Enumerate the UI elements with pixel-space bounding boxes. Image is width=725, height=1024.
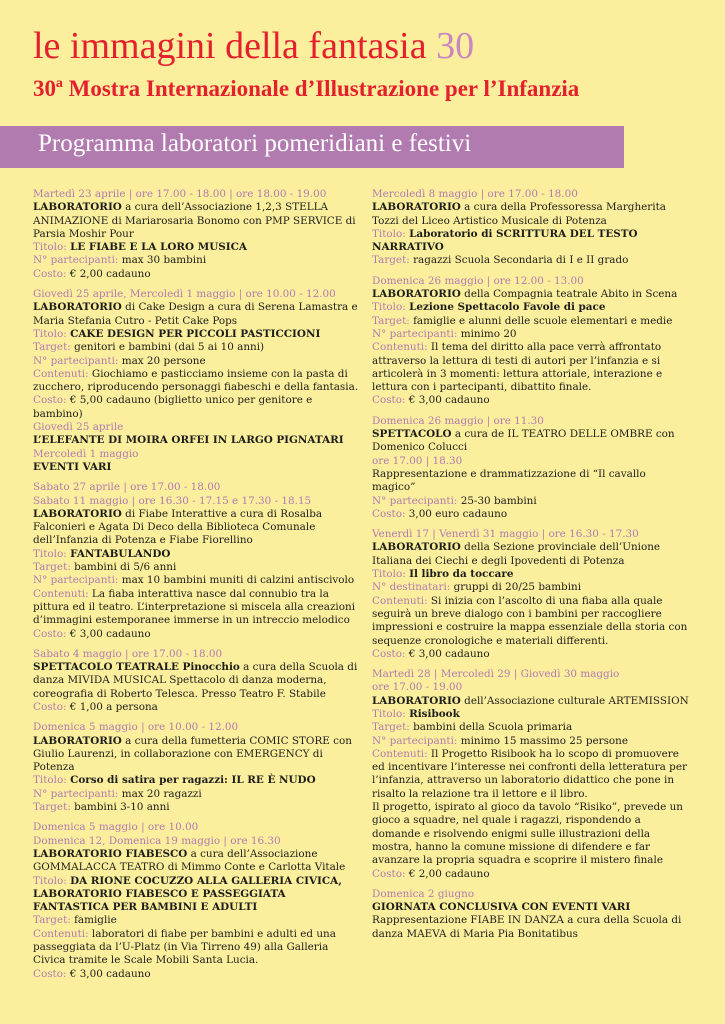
event-field-label: Titolo: — [33, 874, 71, 887]
event-text: a cura della Professoressa Margherita Tozzi del Liceo Artistico Musicale di Potenza — [372, 201, 666, 227]
event-text: dell’Associazione culturale ARTEMISSION — [460, 694, 689, 707]
event-line — [372, 901, 692, 914]
event-field-label: ore 17.00 | 18.30 — [372, 454, 463, 467]
event-date: Domenica 26 maggio | ore 11.30 — [372, 414, 544, 427]
event-highlight: FANTABULANDO — [70, 547, 171, 560]
event-date: Sabato 11 maggio | ore 16.30 - 17.15 e 17.30 - 18.15 — [33, 494, 312, 507]
event-date: Domenica 12, Domenica 19 maggio | ore 16.30 — [33, 834, 281, 847]
event-text: 3,00 euro cadauno — [408, 507, 508, 520]
event-text: famiglie e alunni delle scuole elementari e medie — [413, 314, 673, 327]
event-text: La fiaba interattiva nasce dal connubio tra la pittura ed il teatro. L’interpretazione si miscela alla creazioni d’immagini estemporanee immerse in un intreccio melodico — [33, 587, 356, 627]
event-line — [33, 788, 361, 801]
event-block — [372, 888, 692, 941]
event-line — [33, 421, 361, 434]
event-line — [33, 301, 361, 328]
event-highlight: LABORATORIO — [372, 201, 461, 214]
event-line — [372, 254, 692, 267]
event-line — [33, 254, 361, 267]
event-date: Domenica 26 maggio | ore 12.00 - 13.00 — [372, 274, 584, 287]
event-highlight: LABORATORIO — [33, 301, 122, 314]
event-field-label: Contenuti: — [33, 367, 92, 380]
event-highlight: L’ELEFANTE DI MOIRA ORFEI IN LARGO PIGNATARI — [33, 434, 344, 447]
event-field-label: N° partecipanti: — [33, 354, 122, 367]
event-text: Il progetto, ispirato al gioco da tavolo “Risiko”, prevede un gioco a squadre, nel quale i ragazzi, rispondendo a domande e risolvendo enigmi sulle illustrazioni della mostra, hanno la comune missione di difendere e far avanzare la propria squadra e scoprire il mistero finale — [372, 801, 683, 867]
event-date: Mercoledì 8 maggio | ore 17.00 - 18.00 — [372, 188, 578, 200]
event-line — [33, 508, 361, 548]
event-text: € 3,00 cadauno — [408, 394, 490, 407]
event-field-label: Contenuti: — [33, 587, 92, 600]
event-line — [33, 661, 361, 701]
event-field-label: Titolo: — [372, 568, 410, 581]
event-highlight: LABORATORIO — [372, 694, 461, 707]
event-highlight: LABORATORIO — [33, 734, 122, 747]
event-date: Domenica 5 maggio | ore 10.00 - 12.00 — [33, 721, 239, 734]
event-field-label: Contenuti: — [372, 594, 431, 607]
event-line — [372, 581, 692, 594]
event-block — [33, 288, 361, 474]
event-field-label: N° partecipanti: — [372, 494, 461, 507]
event-block — [372, 275, 692, 408]
event-field-label: Titolo: — [33, 327, 71, 340]
event-text: € 1,00 a persona — [69, 700, 158, 713]
event-field-label: Target: — [33, 561, 75, 574]
event-date: Giovedì 25 aprile, Mercoledì 1 maggio | ore 10.00 - 12.00 — [33, 288, 336, 301]
event-line — [33, 574, 361, 587]
event-text: Si inizia con l’ascolto di una fiaba alla quale seguirà un breve dialogo con i bambini per raccogliere impressioni e costruire la mappa essenziale della storia con sequenze cronologiche e materiali differenti. — [372, 594, 688, 647]
event-text: famiglie — [74, 914, 117, 927]
event-text: 25-30 bambini — [460, 494, 537, 507]
right-column — [372, 188, 692, 948]
event-text: a cura della Scuola di danza MIVIDA MUSICAL Spettacolo di danza moderna, coreografia di Roberto Telesca. Presso Teatro F. Stabile — [33, 661, 358, 700]
event-line — [33, 201, 361, 241]
event-line — [372, 201, 692, 228]
event-line — [33, 268, 361, 281]
event-line — [33, 241, 361, 254]
event-line — [372, 801, 692, 867]
event-text: a cura dell’Associazione GOMMALACCA TEATRO di Mimmo Conte e Carlotta Vitale — [33, 847, 346, 874]
event-field-label: N° partecipanti: — [33, 574, 122, 587]
event-highlight: LABORATORIO — [372, 288, 461, 301]
event-highlight: GIORNATA CONCLUSIVA CON EVENTI VARI — [372, 901, 631, 914]
event-line — [372, 748, 692, 801]
event-line — [372, 315, 692, 328]
event-text: a cura de IL TEATRO DELLE OMBRE con Domenico Colucci — [372, 428, 675, 454]
event-line — [33, 801, 361, 814]
event-field-label: Costo: — [372, 647, 409, 660]
event-line — [33, 461, 361, 474]
event-line — [372, 695, 692, 708]
event-line — [372, 708, 692, 721]
program-banner — [0, 126, 624, 168]
edition-number: 30 — [436, 25, 475, 67]
event-date: Martedì 23 aprile | ore 17.00 - 18.00 | ore 18.00 - 19.00 — [33, 188, 327, 200]
event-line — [33, 548, 361, 561]
event-line — [372, 568, 692, 581]
event-highlight: LABORATORIO — [33, 507, 122, 520]
event-field-label: Target: — [33, 914, 75, 927]
event-field-label: Giovedì 25 aprile — [33, 421, 124, 434]
event-line — [33, 968, 361, 981]
event-field-label: Costo: — [372, 507, 409, 520]
page-subtitle: 30ª Mostra Internazionale d’Illustrazione per l’Infanzia — [33, 76, 580, 101]
event-line — [33, 328, 361, 341]
event-text: € 2,00 cadauno — [69, 267, 151, 280]
event-field-label: Costo: — [33, 700, 70, 713]
event-text: di Cake Design a cura di Serena Lamastra e Maria Stefania Cutro - Petit Cake Pops — [33, 301, 358, 327]
event-line — [372, 428, 692, 455]
event-line — [372, 288, 692, 301]
event-line — [372, 455, 692, 468]
event-text: della Compagnia teatrale Abito in Scena — [460, 288, 678, 301]
event-field-label: N° partecipanti: — [33, 787, 122, 800]
event-highlight: LABORATORIO — [372, 541, 461, 554]
event-text: laboratori di fiabe per bambini e adulti ed una passeggiata da l’U-Platz (in Via Tirreno 49) alla Galleria Civica tramite le Scale Mobili Santa Lucia. — [33, 927, 336, 967]
banner-title: Programma laboratori pomeridiani e festivi — [38, 130, 472, 157]
event-block — [372, 668, 692, 881]
event-line — [372, 341, 692, 394]
event-block — [33, 481, 361, 641]
event-line — [33, 448, 361, 461]
event-text: bambini di 5/6 anni — [74, 561, 177, 574]
event-highlight: CAKE DESIGN PER PICCOLI PASTICCIONI — [70, 327, 321, 340]
event-date: Venerdì 17 | Venerdì 31 maggio | ore 16.30 - 17.30 — [372, 528, 639, 541]
event-block — [372, 528, 692, 661]
event-highlight: Laboratorio di SCRITTURA DEL TESTO NARRATIVO — [372, 227, 638, 254]
event-line — [33, 368, 361, 395]
event-text: max 20 ragazzi — [121, 787, 202, 800]
event-line — [372, 495, 692, 508]
event-text: Rappresentazione FIABE IN DANZA a cura della Scuola di danza MAEVA di Maria Pia Bonitatibus — [372, 914, 682, 940]
event-text: max 20 persone — [121, 354, 206, 367]
event-line — [372, 228, 692, 255]
event-line — [33, 341, 361, 354]
page-title: le immagini della fantasia 30 — [33, 25, 475, 67]
event-line — [372, 508, 692, 521]
event-highlight: Il libro da toccare — [409, 568, 514, 581]
event-field-label: Costo: — [372, 867, 409, 880]
event-block — [33, 821, 361, 981]
event-field-label: Costo: — [372, 394, 409, 407]
event-line — [372, 394, 692, 407]
event-text: bambini 3-10 anni — [74, 801, 170, 814]
event-text: genitori e bambini (dai 5 ai 10 anni) — [74, 341, 265, 354]
event-block — [33, 648, 361, 714]
event-block — [33, 188, 361, 281]
left-column — [33, 188, 361, 988]
event-text: di Fiabe Interattive a cura di Rosalba Falconieri e Agata Di Deco della Biblioteca Comunale dell’Infanzia di Potenza e Fiabe Fiorellino — [33, 507, 323, 547]
event-text: € 3,00 cadauno — [69, 967, 151, 980]
event-date: Martedì 28 | Mercoledì 29 | Giovedì 30 maggio — [372, 668, 620, 681]
event-field-label: Titolo: — [33, 241, 71, 254]
event-text: € 2,00 cadauno — [408, 867, 490, 880]
event-field-label: N° partecipanti: — [372, 327, 461, 340]
event-line — [33, 701, 361, 714]
event-block — [33, 721, 361, 814]
event-date: Sabato 4 maggio | ore 17.00 - 18.00 — [33, 647, 223, 660]
event-field-label: Mercoledì 1 maggio — [33, 447, 139, 460]
event-line — [33, 928, 361, 968]
event-field-label: Titolo: — [33, 774, 71, 787]
event-field-label: Target: — [33, 801, 75, 814]
event-line — [33, 914, 361, 927]
event-field-label: N° partecipanti: — [33, 254, 122, 267]
event-field-label: Titolo: — [372, 707, 410, 720]
event-text: Rappresentazione e drammatizzazione di “Il cavallo magico” — [372, 467, 646, 494]
event-text: max 10 bambini muniti di calzini antiscivolo — [121, 574, 355, 587]
event-line — [372, 541, 692, 568]
event-line — [372, 648, 692, 661]
event-line — [33, 735, 361, 775]
event-line — [372, 328, 692, 341]
event-field-label: Costo: — [33, 394, 70, 407]
event-field-label: Costo: — [33, 967, 70, 980]
event-line — [33, 875, 361, 915]
event-field-label: Target: — [372, 314, 414, 327]
event-highlight: LABORATORIO FIABESCO — [33, 847, 188, 860]
event-field-label: Costo: — [33, 267, 70, 280]
event-line — [33, 434, 361, 447]
event-line — [372, 595, 692, 648]
event-text: Il tema del diritto alla pace verrà affrontato attraverso la lettura di testi di autori per l’infanzia e si articolerà in 3 momenti: lettura attoriale, interazione e lettura con i partecipanti, dibattito finale. — [372, 341, 663, 394]
event-highlight: SPETTACOLO — [372, 428, 452, 441]
event-line — [372, 468, 692, 495]
event-text: a cura dell’Associazione 1,2,3 STELLA ANIMAZIONE di Mariarosaria Bonomo con PMP SERVICE di Parsia Moshir Pour — [33, 201, 356, 240]
event-line — [33, 394, 361, 421]
event-highlight: LABORATORIO — [33, 201, 122, 214]
event-line — [33, 628, 361, 641]
event-field-label: Target: — [33, 341, 75, 354]
event-highlight: EVENTI VARI — [33, 460, 112, 473]
event-text: minimo 20 — [460, 327, 517, 340]
event-text: Giochiamo e pasticciamo insieme con la pasta di zucchero, riproducendo personaggi fiabeschi e della fantasia. — [33, 367, 359, 394]
event-date: Sabato 27 aprile | ore 17.00 - 18.00 — [33, 481, 221, 494]
event-field-label: Titolo: — [372, 301, 410, 314]
event-line — [33, 588, 361, 628]
event-line — [372, 914, 692, 941]
event-field-label: Target: — [372, 254, 414, 267]
event-text: gruppi di 20/25 bambini — [453, 581, 582, 594]
event-date: Domenica 5 maggio | ore 10.00 — [33, 821, 199, 834]
event-text: € 3,00 cadauno — [69, 627, 151, 640]
event-field-label: N° destinatari: — [372, 581, 454, 594]
event-line — [33, 848, 361, 875]
event-highlight: Corso di satira per ragazzi: IL RE È NUDO — [70, 774, 316, 787]
event-highlight: DA RIONE COCUZZO ALLA GALLERIA CIVICA, LABORATORIO FIABESCO E PASSEGGIATA FANTASTICA PER BAMBINI E ADULTI — [33, 874, 342, 914]
event-text: minimo 15 massimo 25 persone — [460, 734, 629, 747]
event-line — [372, 735, 692, 748]
event-line — [372, 721, 692, 734]
event-line — [372, 868, 692, 881]
event-field-label: Contenuti: — [372, 747, 431, 760]
event-field-label: Titolo: — [372, 227, 410, 240]
event-line — [372, 301, 692, 314]
event-field-label: Target: — [372, 721, 414, 734]
event-text: Il Progetto Risibook ha lo scopo di promuovere ed incentivare l’interesse nei confronti della letteratura per l’infanzia, attraverso un laboratorio didattico che pone in risalto la relazione tra il lettore e il libro. — [372, 747, 687, 800]
event-text: € 5,00 cadauno (biglietto unico per genitore e bambino) — [33, 394, 313, 420]
event-line — [33, 355, 361, 368]
event-text: € 3,00 cadauno — [408, 647, 490, 660]
event-text: max 30 bambini — [121, 254, 207, 267]
event-highlight: Risibook — [409, 707, 460, 720]
event-field-label: Contenuti: — [33, 927, 92, 940]
event-date: ore 17.00 - 19.00 — [372, 681, 463, 694]
event-text: della Sezione provinciale dell’Unione Italiana dei Ciechi e degli Ipovedenti di Potenza — [372, 541, 661, 567]
event-highlight: Lezione Spettacolo Favole di pace — [409, 301, 606, 314]
event-text: bambini della Scuola primaria — [413, 721, 573, 734]
event-line — [33, 561, 361, 574]
event-text: ragazzi Scuola Secondaria di I e II grado — [413, 254, 629, 267]
event-block — [372, 415, 692, 521]
event-field-label: N° partecipanti: — [372, 734, 461, 747]
event-highlight: LE FIABE E LA LORO MUSICA — [70, 241, 247, 254]
event-field-label: Costo: — [33, 627, 70, 640]
event-field-label: Titolo: — [33, 547, 71, 560]
event-block — [372, 188, 692, 268]
event-date: Domenica 2 giugno — [372, 887, 475, 900]
event-text: a cura della fumetteria COMIC STORE con Giulio Laurenzi, in collaborazione con EMERGENCY di Potenza — [33, 734, 352, 774]
event-field-label: Contenuti: — [372, 341, 431, 354]
event-line — [33, 774, 361, 787]
event-highlight: SPETTACOLO TEATRALE Pinocchio — [33, 661, 240, 674]
